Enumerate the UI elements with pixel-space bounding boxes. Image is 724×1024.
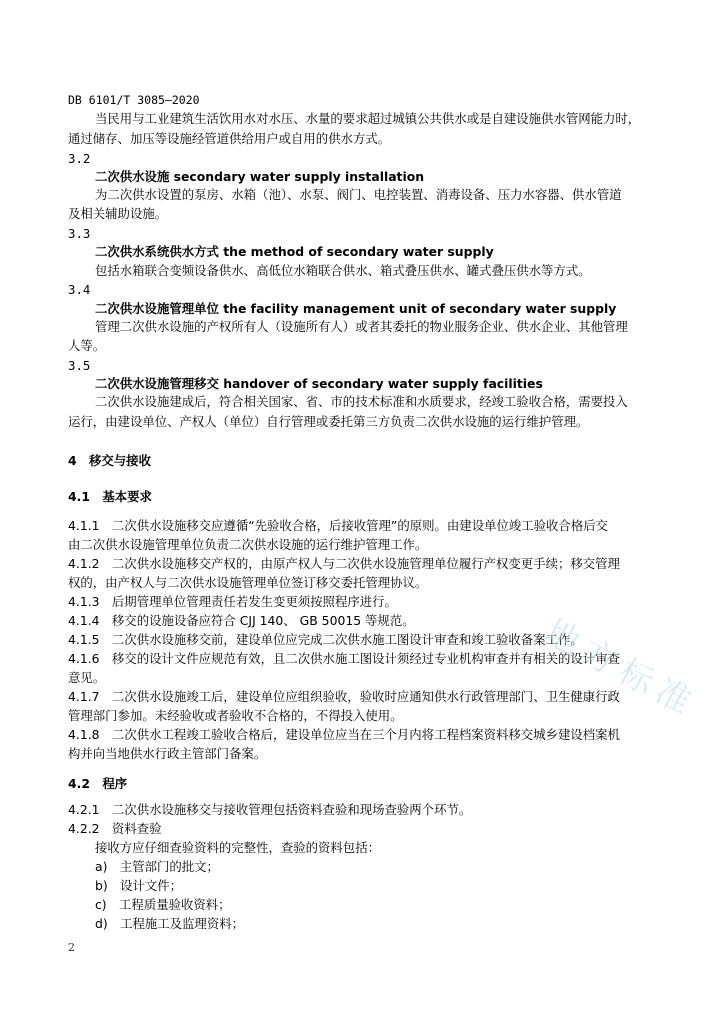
paragraph-line: 为二次供水设置的泵房、水箱（池）、水泵、阀门、电控装置、消毒设备、压力水容器、供水管道 <box>95 187 622 202</box>
list-item: b) 设计文件； <box>95 878 183 893</box>
paragraph-line: 运行，由建设单位、产权人（单位）自行管理或委托第三方负责二次供水设施的运行维护管理。 <box>68 414 589 429</box>
paragraph-line: 4.2.2 资料查验 <box>68 821 162 836</box>
list-item: d) 工程施工及监理资料； <box>95 916 244 931</box>
paragraph-line: 及相关辅助设施。 <box>68 206 168 221</box>
paragraph-line: 通过储存、加压等设施经管道供给用户或自用的供水方式。 <box>68 131 391 146</box>
paragraph-line: 4.1.3 后期管理单位管理责任若发生变更须按照程序进行。 <box>68 594 397 609</box>
paragraph-line: 当民用与工业建筑生活饮用水对水压、水量的要求超过城镇公共供水或是自建设施供水管网能力时， <box>95 111 641 126</box>
paragraph-line: 4.1.6 移交的设计文件应规范有效，且二次供水施工图设计须经过专业机构审查并有相关的设计审查 <box>68 651 620 666</box>
paragraph-line: 管理二次供水设施的产权所有人（设施所有人）或者其委托的物业服务企业、供水企业、其他管理 <box>95 319 628 334</box>
clause-number: 3.4 <box>68 282 91 297</box>
clause-number: 3.5 <box>68 358 91 373</box>
paragraph-line: 4.1.8 二次供水工程竣工验收合格后，建设单位应当在三个月内将工程档案资料移交城乡建设档案机 <box>68 727 620 742</box>
subsection-heading: 4.1 基本要求 <box>68 489 152 504</box>
section-heading: 4 移交与接收 <box>68 453 151 468</box>
document-header: DB 6101/T 3085—2020 <box>68 93 200 107</box>
term-heading: 二次供水系统供水方式 the method of secondary water supply <box>95 244 494 259</box>
paragraph-line: 管理部门参加。未经验收或者验收不合格的，不得投入使用。 <box>68 708 403 723</box>
paragraph-line: 4.1.1 二次供水设施移交应遵循“先验收合格，后接收管理”的原则。由建设单位竣工验收合格后交 <box>68 518 608 533</box>
paragraph-line: 接收方应仔细查验资料的完整性，查验的资料包括： <box>95 840 380 855</box>
paragraph-line: 包括水箱联合变频设备供水、高低位水箱联合供水、箱式叠压供水、罐式叠压供水等方式。 <box>95 263 591 278</box>
subsection-heading: 4.2 程序 <box>68 776 128 791</box>
paragraph-line: 由二次供水设施管理单位负责二次供水设施的运行维护管理工作。 <box>68 537 428 552</box>
paragraph-line: 意见。 <box>68 670 106 685</box>
paragraph-line: 4.1.7 二次供水设施竣工后，建设单位应组织验收，验收时应通知供水行政管理部门、卫生健康行政 <box>68 689 620 704</box>
paragraph-line: 权的，由产权人与二次供水设施管理单位签订移交委托管理协议。 <box>68 575 428 590</box>
paragraph-line: 4.1.4 移交的设施设备应符合 CJJ 140、 GB 50015 等规范。 <box>68 613 415 628</box>
page-number: 2 <box>68 941 75 954</box>
clause-number: 3.3 <box>68 226 91 241</box>
term-heading: 二次供水设施管理单位 the facility management unit of secondary water supply <box>95 301 617 316</box>
paragraph-line: 4.2.1 二次供水设施移交与接收管理包括资料查验和现场查验两个环节。 <box>68 802 472 817</box>
paragraph-line: 构并向当地供水行政主管部门备案。 <box>68 746 267 761</box>
paragraph-line: 4.1.2 二次供水设施移交产权的，由原产权人与二次供水设施管理单位履行产权变更手续；移交管理 <box>68 556 620 571</box>
watermark: 地方标准 <box>537 612 705 727</box>
term-heading: 二次供水设施管理移交 handover of secondary water supply facilities <box>95 376 543 391</box>
paragraph-line: 4.1.5 二次供水设施移交前，建设单位应完成二次供水施工图设计审查和竣工验收备案工作。 <box>68 632 583 647</box>
list-item: a) 主管部门的批文； <box>95 859 219 874</box>
paragraph-line: 二次供水设施建成后，符合相关国家、省、市的技术标准和水质要求，经竣工验收合格，需要投入 <box>95 394 628 409</box>
clause-number: 3.2 <box>68 151 91 166</box>
list-item: c) 工程质量验收资料； <box>95 897 231 912</box>
term-heading: 二次供水设施 secondary water supply installation <box>95 169 425 184</box>
paragraph-line: 人等。 <box>68 338 106 353</box>
